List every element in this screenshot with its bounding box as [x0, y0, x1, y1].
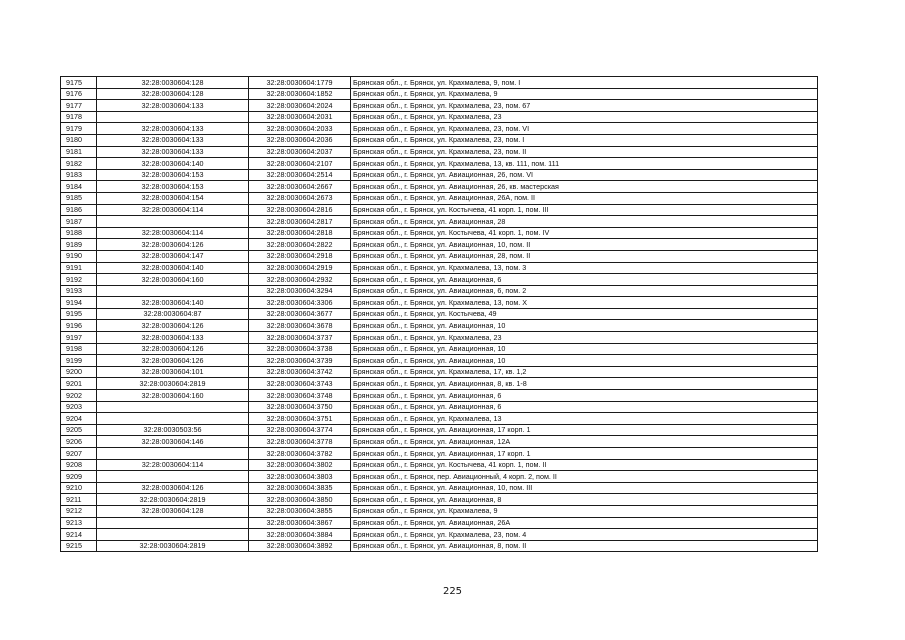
parent-cadastral-number-cell	[97, 401, 249, 413]
registry-table-body	[61, 77, 818, 552]
address-cell: Брянская обл., г. Брянск, ул. Авиационная, 10, пом. II	[351, 239, 818, 251]
row-number-cell: 9187	[61, 216, 97, 228]
cadastral-number-cell: 32:28:0030604:1852	[249, 88, 351, 100]
address-cell: Брянская обл., г. Брянск, ул. Авиационная, 8	[351, 494, 818, 506]
cadastral-number-cell: 32:28:0030604:3742	[249, 366, 351, 378]
parent-cadastral-number-cell: 32:28:0030604:2819	[97, 378, 249, 390]
table-row	[61, 436, 818, 448]
row-number-cell: 9204	[61, 413, 97, 425]
row-number-cell: 9195	[61, 308, 97, 320]
table-row	[61, 111, 818, 123]
parent-cadastral-number-cell: 32:28:0030604:140	[97, 262, 249, 274]
parent-cadastral-number-cell: 32:28:0030604:101	[97, 366, 249, 378]
parent-cadastral-number-cell	[97, 285, 249, 297]
address-cell: Брянская обл., г. Брянск, ул. Крахмалева, 23, пом. VI	[351, 123, 818, 135]
address-cell: Брянская обл., г. Брянск, ул. Крахмалева, 13	[351, 413, 818, 425]
address-cell: Брянская обл., г. Брянск, ул. Крахмалева, 23, пом. 67	[351, 100, 818, 112]
address-cell: Брянская обл., г. Брянск, ул. Авиационная, 8, пом. II	[351, 540, 818, 552]
table-row	[61, 366, 818, 378]
address-cell: Брянская обл., г. Брянск, ул. Крахмалева, 23	[351, 111, 818, 123]
table-row	[61, 274, 818, 286]
cadastral-number-cell: 32:28:0030604:3748	[249, 390, 351, 402]
address-cell: Брянская обл., г. Брянск, ул. Авиационная, 17 корп. 1	[351, 448, 818, 460]
address-cell: Брянская обл., г. Брянск, ул. Авиационная, 26А, пом. II	[351, 192, 818, 204]
row-number-cell: 9215	[61, 540, 97, 552]
parent-cadastral-number-cell: 32:28:0030604:126	[97, 320, 249, 332]
table-row	[61, 413, 818, 425]
row-number-cell: 9179	[61, 123, 97, 135]
cadastral-number-cell: 32:28:0030604:2817	[249, 216, 351, 228]
parent-cadastral-number-cell: 32:28:0030503:56	[97, 424, 249, 436]
table-row	[61, 239, 818, 251]
address-cell: Брянская обл., г. Брянск, ул. Авиационная, 28	[351, 216, 818, 228]
address-cell: Брянская обл., г. Брянск, ул. Крахмалева, 9, пом. I	[351, 77, 818, 89]
row-number-cell: 9214	[61, 529, 97, 541]
row-number-cell: 9202	[61, 390, 97, 402]
address-cell: Брянская обл., г. Брянск, ул. Авиационная, 10	[351, 355, 818, 367]
cadastral-number-cell: 32:28:0030604:3294	[249, 285, 351, 297]
address-cell: Брянская обл., г. Брянск, ул. Крахмалева, 13, кв. 111, пом. 111	[351, 158, 818, 170]
parent-cadastral-number-cell	[97, 216, 249, 228]
parent-cadastral-number-cell	[97, 471, 249, 483]
cadastral-number-cell: 32:28:0030604:3803	[249, 471, 351, 483]
address-cell: Брянская обл., г. Брянск, ул. Авиационная, 8, кв. 1-8	[351, 378, 818, 390]
cadastral-number-cell: 32:28:0030604:2107	[249, 158, 351, 170]
address-cell: Брянская обл., г. Брянск, пер. Авиационный, 4 корп. 2, пом. II	[351, 471, 818, 483]
parent-cadastral-number-cell	[97, 448, 249, 460]
cadastral-number-cell: 32:28:0030604:2918	[249, 250, 351, 262]
parent-cadastral-number-cell: 32:28:0030604:146	[97, 436, 249, 448]
parent-cadastral-number-cell: 32:28:0030604:126	[97, 239, 249, 251]
cadastral-number-cell: 32:28:0030604:3835	[249, 482, 351, 494]
table-row	[61, 529, 818, 541]
row-number-cell: 9189	[61, 239, 97, 251]
cadastral-number-cell: 32:28:0030604:2816	[249, 204, 351, 216]
cadastral-number-cell: 32:28:0030604:2024	[249, 100, 351, 112]
parent-cadastral-number-cell: 32:28:0030604:128	[97, 88, 249, 100]
table-row	[61, 204, 818, 216]
table-row	[61, 216, 818, 228]
table-row	[61, 192, 818, 204]
row-number-cell: 9197	[61, 332, 97, 344]
cadastral-number-cell: 32:28:0030604:3306	[249, 297, 351, 309]
address-cell: Брянская обл., г. Брянск, ул. Крахмалева, 9	[351, 88, 818, 100]
parent-cadastral-number-cell: 32:28:0030604:114	[97, 459, 249, 471]
row-number-cell: 9210	[61, 482, 97, 494]
address-cell: Брянская обл., г. Брянск, ул. Крахмалева, 13, пом. 3	[351, 262, 818, 274]
table-row	[61, 297, 818, 309]
table-row	[61, 343, 818, 355]
address-cell: Брянская обл., г. Брянск, ул. Авиационная, 17 корп. 1	[351, 424, 818, 436]
page-number: 225	[442, 586, 463, 597]
parent-cadastral-number-cell: 32:28:0030604:140	[97, 297, 249, 309]
parent-cadastral-number-cell: 32:28:0030604:114	[97, 204, 249, 216]
row-number-cell: 9190	[61, 250, 97, 262]
table-row	[61, 332, 818, 344]
parent-cadastral-number-cell: 32:28:0030604:153	[97, 181, 249, 193]
table-row	[61, 146, 818, 158]
parent-cadastral-number-cell: 32:28:0030604:147	[97, 250, 249, 262]
parent-cadastral-number-cell: 32:28:0030604:133	[97, 123, 249, 135]
address-cell: Брянская обл., г. Брянск, ул. Костычева, 49	[351, 308, 818, 320]
row-number-cell: 9193	[61, 285, 97, 297]
table-row	[61, 88, 818, 100]
address-cell: Брянская обл., г. Брянск, ул. Авиационная, 28, пом. II	[351, 250, 818, 262]
cadastral-number-cell: 32:28:0030604:2031	[249, 111, 351, 123]
table-row	[61, 390, 818, 402]
table-row	[61, 123, 818, 135]
table-row	[61, 540, 818, 552]
table-row	[61, 77, 818, 89]
row-number-cell: 9185	[61, 192, 97, 204]
parent-cadastral-number-cell	[97, 111, 249, 123]
cadastral-number-cell: 32:28:0030604:3751	[249, 413, 351, 425]
table-row	[61, 285, 818, 297]
parent-cadastral-number-cell: 32:28:0030604:128	[97, 505, 249, 517]
row-number-cell: 9208	[61, 459, 97, 471]
table-row	[61, 158, 818, 170]
parent-cadastral-number-cell: 32:28:0030604:2819	[97, 540, 249, 552]
table-row	[61, 505, 818, 517]
table-row	[61, 494, 818, 506]
address-cell: Брянская обл., г. Брянск, ул. Крахмалева, 17, кв. 1,2	[351, 366, 818, 378]
row-number-cell: 9205	[61, 424, 97, 436]
table-row	[61, 517, 818, 529]
row-number-cell: 9213	[61, 517, 97, 529]
cadastral-number-cell: 32:28:0030604:3743	[249, 378, 351, 390]
parent-cadastral-number-cell: 32:28:0030604:160	[97, 274, 249, 286]
parent-cadastral-number-cell: 32:28:0030604:133	[97, 100, 249, 112]
table-row	[61, 378, 818, 390]
address-cell: Брянская обл., г. Брянск, ул. Крахмалева, 9	[351, 505, 818, 517]
address-cell: Брянская обл., г. Брянск, ул. Костычева, 41 корп. 1, пом. III	[351, 204, 818, 216]
cadastral-number-cell: 32:28:0030604:3774	[249, 424, 351, 436]
row-number-cell: 9200	[61, 366, 97, 378]
parent-cadastral-number-cell: 32:28:0030604:140	[97, 158, 249, 170]
cadastral-number-cell: 32:28:0030604:2919	[249, 262, 351, 274]
cadastral-number-cell: 32:28:0030604:3678	[249, 320, 351, 332]
cadastral-number-cell: 32:28:0030604:2673	[249, 192, 351, 204]
row-number-cell: 9175	[61, 77, 97, 89]
parent-cadastral-number-cell	[97, 529, 249, 541]
cadastral-number-cell: 32:28:0030604:2033	[249, 123, 351, 135]
address-cell: Брянская обл., г. Брянск, ул. Авиационная, 26А	[351, 517, 818, 529]
cadastral-number-cell: 32:28:0030604:2037	[249, 146, 351, 158]
row-number-cell: 9194	[61, 297, 97, 309]
registry-table	[60, 76, 818, 552]
row-number-cell: 9199	[61, 355, 97, 367]
cadastral-number-cell: 32:28:0030604:2932	[249, 274, 351, 286]
table-row	[61, 448, 818, 460]
parent-cadastral-number-cell: 32:28:0030604:126	[97, 482, 249, 494]
table-row	[61, 250, 818, 262]
parent-cadastral-number-cell: 32:28:0030604:133	[97, 332, 249, 344]
row-number-cell: 9196	[61, 320, 97, 332]
row-number-cell: 9191	[61, 262, 97, 274]
cadastral-number-cell: 32:28:0030604:3778	[249, 436, 351, 448]
row-number-cell: 9183	[61, 169, 97, 181]
cadastral-number-cell: 32:28:0030604:2822	[249, 239, 351, 251]
row-number-cell: 9206	[61, 436, 97, 448]
row-number-cell: 9182	[61, 158, 97, 170]
parent-cadastral-number-cell: 32:28:0030604:133	[97, 146, 249, 158]
cadastral-number-cell: 32:28:0030604:2514	[249, 169, 351, 181]
address-cell: Брянская обл., г. Брянск, ул. Авиационная, 6	[351, 390, 818, 402]
row-number-cell: 9184	[61, 181, 97, 193]
address-cell: Брянская обл., г. Брянск, ул. Авиационная, 10	[351, 343, 818, 355]
row-number-cell: 9209	[61, 471, 97, 483]
row-number-cell: 9198	[61, 343, 97, 355]
table-row	[61, 471, 818, 483]
row-number-cell: 9188	[61, 227, 97, 239]
address-cell: Брянская обл., г. Брянск, ул. Авиационная, 10	[351, 320, 818, 332]
address-cell: Брянская обл., г. Брянск, ул. Авиационная, 26, кв. мастерская	[351, 181, 818, 193]
address-cell: Брянская обл., г. Брянск, ул. Авиационная, 6	[351, 274, 818, 286]
cadastral-number-cell: 32:28:0030604:3782	[249, 448, 351, 460]
cadastral-number-cell: 32:28:0030604:3802	[249, 459, 351, 471]
address-cell: Брянская обл., г. Брянск, ул. Авиационная, 6	[351, 401, 818, 413]
parent-cadastral-number-cell: 32:28:0030604:2819	[97, 494, 249, 506]
address-cell: Брянская обл., г. Брянск, ул. Крахмалева, 23, пом. 4	[351, 529, 818, 541]
table-row	[61, 262, 818, 274]
cadastral-number-cell: 32:28:0030604:2036	[249, 134, 351, 146]
parent-cadastral-number-cell	[97, 517, 249, 529]
table-row	[61, 424, 818, 436]
table-row	[61, 459, 818, 471]
address-cell: Брянская обл., г. Брянск, ул. Костычева, 41 корп. 1, пом. IV	[351, 227, 818, 239]
row-number-cell: 9192	[61, 274, 97, 286]
address-cell: Брянская обл., г. Брянск, ул. Авиационная, 12А	[351, 436, 818, 448]
cadastral-number-cell: 32:28:0030604:3867	[249, 517, 351, 529]
address-cell: Брянская обл., г. Брянск, ул. Крахмалева, 23	[351, 332, 818, 344]
parent-cadastral-number-cell: 32:28:0030604:128	[97, 77, 249, 89]
row-number-cell: 9212	[61, 505, 97, 517]
address-cell: Брянская обл., г. Брянск, ул. Авиационная, 10, пом. III	[351, 482, 818, 494]
cadastral-number-cell: 32:28:0030604:3738	[249, 343, 351, 355]
table-row	[61, 169, 818, 181]
cadastral-number-cell: 32:28:0030604:3855	[249, 505, 351, 517]
table-row	[61, 181, 818, 193]
address-cell: Брянская обл., г. Брянск, ул. Крахмалева, 23, пом. II	[351, 146, 818, 158]
row-number-cell: 9181	[61, 146, 97, 158]
parent-cadastral-number-cell: 32:28:0030604:133	[97, 134, 249, 146]
cadastral-number-cell: 32:28:0030604:3739	[249, 355, 351, 367]
cadastral-number-cell: 32:28:0030604:3750	[249, 401, 351, 413]
table-row	[61, 320, 818, 332]
table-row	[61, 308, 818, 320]
parent-cadastral-number-cell: 32:28:0030604:126	[97, 343, 249, 355]
address-cell: Брянская обл., г. Брянск, ул. Крахмалева, 23, пом. I	[351, 134, 818, 146]
parent-cadastral-number-cell	[97, 413, 249, 425]
row-number-cell: 9180	[61, 134, 97, 146]
parent-cadastral-number-cell: 32:28:0030604:160	[97, 390, 249, 402]
table-row	[61, 401, 818, 413]
row-number-cell: 9211	[61, 494, 97, 506]
parent-cadastral-number-cell: 32:28:0030604:114	[97, 227, 249, 239]
row-number-cell: 9176	[61, 88, 97, 100]
parent-cadastral-number-cell: 32:28:0030604:126	[97, 355, 249, 367]
row-number-cell: 9186	[61, 204, 97, 216]
cadastral-number-cell: 32:28:0030604:1779	[249, 77, 351, 89]
row-number-cell: 9207	[61, 448, 97, 460]
parent-cadastral-number-cell: 32:28:0030604:153	[97, 169, 249, 181]
parent-cadastral-number-cell: 32:28:0030604:87	[97, 308, 249, 320]
address-cell: Брянская обл., г. Брянск, ул. Авиационная, 6, пом. 2	[351, 285, 818, 297]
row-number-cell: 9201	[61, 378, 97, 390]
row-number-cell: 9203	[61, 401, 97, 413]
row-number-cell: 9178	[61, 111, 97, 123]
cadastral-number-cell: 32:28:0030604:3884	[249, 529, 351, 541]
table-row	[61, 100, 818, 112]
cadastral-number-cell: 32:28:0030604:3892	[249, 540, 351, 552]
cadastral-number-cell: 32:28:0030604:3737	[249, 332, 351, 344]
row-number-cell: 9177	[61, 100, 97, 112]
table-row	[61, 355, 818, 367]
table-row	[61, 227, 818, 239]
address-cell: Брянская обл., г. Брянск, ул. Авиационная, 26, пом. VI	[351, 169, 818, 181]
address-cell: Брянская обл., г. Брянск, ул. Крахмалева, 13, пом. X	[351, 297, 818, 309]
table-row	[61, 482, 818, 494]
cadastral-number-cell: 32:28:0030604:2818	[249, 227, 351, 239]
parent-cadastral-number-cell: 32:28:0030604:154	[97, 192, 249, 204]
cadastral-number-cell: 32:28:0030604:3850	[249, 494, 351, 506]
cadastral-number-cell: 32:28:0030604:2667	[249, 181, 351, 193]
table-row	[61, 134, 818, 146]
address-cell: Брянская обл., г. Брянск, ул. Костычева, 41 корп. 1, пом. II	[351, 459, 818, 471]
cadastral-number-cell: 32:28:0030604:3677	[249, 308, 351, 320]
